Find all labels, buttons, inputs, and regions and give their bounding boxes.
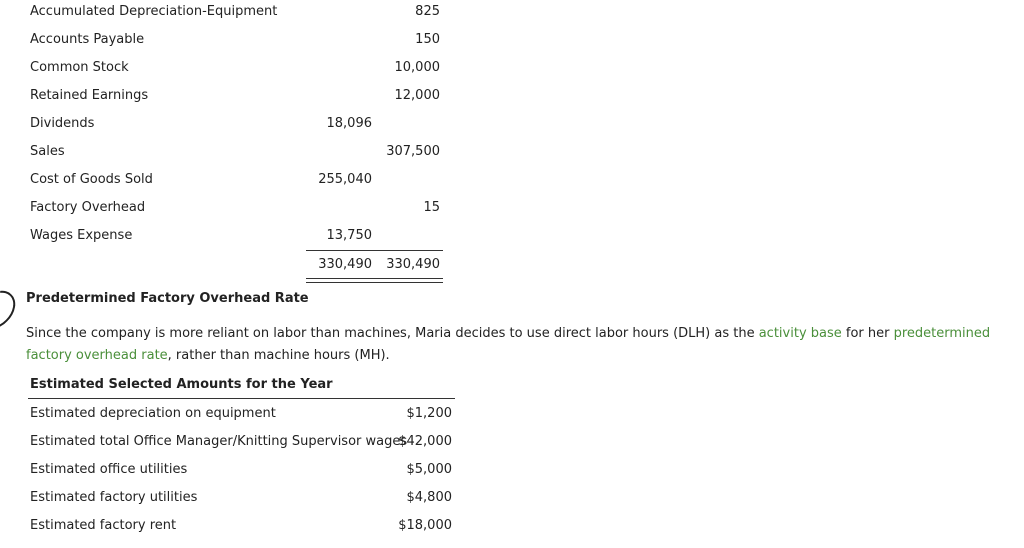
- tb-label: Common Stock: [30, 60, 129, 75]
- estimate-value: $4,800: [406, 490, 452, 505]
- tb-debit: 255,040: [318, 172, 372, 187]
- activity-base-link[interactable]: activity base: [758, 326, 842, 341]
- tb-label: Sales: [30, 144, 65, 159]
- estimate-label: Estimated depreciation on equipment: [30, 406, 276, 421]
- tb-debit: 18,096: [326, 116, 372, 131]
- estimate-value: $1,200: [406, 406, 452, 421]
- tb-label: Dividends: [30, 116, 95, 131]
- estimate-value: $18,000: [398, 518, 452, 533]
- tb-row: [0, 32, 450, 52]
- predetermined-rate-link[interactable]: predetermined factory overhead rate: [26, 326, 991, 363]
- table-row: [0, 434, 460, 454]
- table-row: [0, 462, 460, 482]
- tb-row: [0, 88, 450, 108]
- total-rule: [306, 250, 443, 251]
- tb-row: [0, 172, 450, 192]
- table-row: [0, 490, 460, 510]
- tb-credit: 10,000: [394, 60, 440, 75]
- step-marker-icon: [0, 283, 23, 337]
- tb-credit: 15: [423, 200, 440, 215]
- tb-row: [0, 116, 450, 136]
- paragraph-text: Since the company is more reliant on labor than machines, Maria decides to use direct labor hours (DLH) as the: [26, 326, 759, 341]
- tb-total-credit: 330,490: [386, 257, 440, 272]
- table-row: [0, 406, 460, 426]
- tb-credit: 12,000: [394, 88, 440, 103]
- tb-credit: 150: [415, 32, 440, 47]
- tb-row: [0, 4, 450, 24]
- tb-label: Accounts Payable: [30, 32, 145, 47]
- tb-total-debit: 330,490: [318, 257, 372, 272]
- section-paragraph: [26, 323, 1016, 367]
- paragraph-text: for her: [841, 326, 894, 341]
- tb-debit: 13,750: [326, 228, 372, 243]
- tb-label: Wages Expense: [30, 228, 133, 243]
- tb-row: [0, 228, 450, 248]
- estimate-label: Estimated factory rent: [30, 518, 177, 533]
- tb-row: [0, 60, 450, 80]
- tb-total-row: [0, 257, 450, 277]
- tb-label: Retained Earnings: [30, 88, 149, 103]
- estimates-rule: [28, 398, 455, 399]
- estimate-label: Estimated total Office Manager/Knitting Supervisor wages: [30, 434, 408, 449]
- tb-credit: 307,500: [386, 144, 440, 159]
- estimate-value: $5,000: [406, 462, 452, 477]
- table-row: [0, 518, 460, 538]
- tb-row: [0, 200, 450, 220]
- paragraph-text: , rather than machine hours (MH).: [167, 348, 390, 363]
- estimate-label: Estimated office utilities: [30, 462, 188, 477]
- tb-label: Cost of Goods Sold: [30, 172, 153, 187]
- section-title: Predetermined Factory Overhead Rate: [26, 291, 309, 306]
- estimates-title: Estimated Selected Amounts for the Year: [30, 377, 333, 392]
- tb-row: [0, 144, 450, 164]
- tb-label: Factory Overhead: [30, 200, 146, 215]
- total-double-rule: [306, 278, 443, 283]
- tb-label: Accumulated Depreciation-Equipment: [30, 4, 278, 19]
- estimate-value: $42,000: [398, 434, 452, 449]
- tb-credit: 825: [415, 4, 440, 19]
- estimate-label: Estimated factory utilities: [30, 490, 198, 505]
